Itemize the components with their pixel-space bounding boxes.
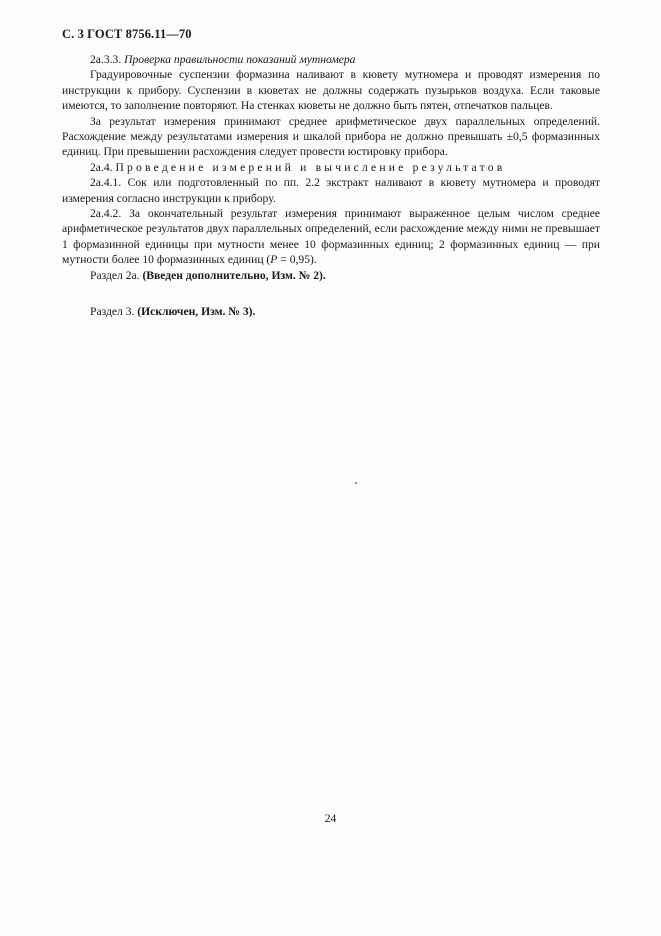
amendment-label: Раздел 3. (90, 305, 138, 319)
section-title: Проверка правильности показаний мутномера (124, 53, 356, 66)
section-title: Проведение измерений и вычисление результатов (115, 160, 506, 174)
paragraph: Градуировочные суспензии формазина наливают в кювету мутномера и проводят измерения по инструкции к прибору. Суспензии в кюветах не должны содержать пузырьков воздуха. Если таковые имеются, то заполнение повторяют. На стенках кюветы не должно быть пятен, отпечатков пальцев. (62, 68, 600, 113)
paragraph: За результат измерения принимают среднее арифметическое двух параллельных определений. Расхождение между результатами измерения и шкалой прибора не должно превышать ±0,5 формазинных единиц. При превышении расхождения следует провести юстировку прибора. (62, 114, 600, 159)
paragraph (62, 206, 600, 268)
page-number: 24 (324, 812, 337, 825)
amendment-label: Раздел 2а. (90, 268, 143, 282)
amendment-text: (Исключен, Изм. № 3). (137, 305, 256, 319)
amendment-text: (Введен дополнительно, Изм. № 2). (142, 268, 326, 282)
section-number: 2а.3.3. (90, 53, 122, 66)
spacer (62, 283, 600, 304)
paragraph: 2а.4.1. Сок или подготовленный по пп. 2.2 экстракт наливают в кювету мутномера и проводят измерения согласно инструкции к прибору. (62, 176, 600, 205)
paragraph-text-end: = 0,95). (277, 253, 317, 267)
section-number: 2а.4. (90, 160, 113, 174)
amendment-note (62, 268, 600, 283)
paragraph-text: 2а.4.2. За окончательный результат измерения принимают выраженное целым числом среднее арифметическое результатов двух параллельных определений, если расхождение между ними не превышает 1 формазинной единицы при мутности менее 10 формазинных единиц; 2 формазинных единиц — при мутности более 10 формазинных единиц ( (62, 207, 600, 267)
section-heading-2a4 (62, 160, 600, 175)
page-header: С. 3 ГОСТ 8756.11—70 (62, 27, 192, 41)
amendment-note (62, 304, 600, 319)
scan-speck (355, 482, 357, 484)
probability-symbol: P (270, 253, 278, 267)
document-body (62, 52, 600, 320)
section-heading-2a33 (62, 52, 600, 67)
